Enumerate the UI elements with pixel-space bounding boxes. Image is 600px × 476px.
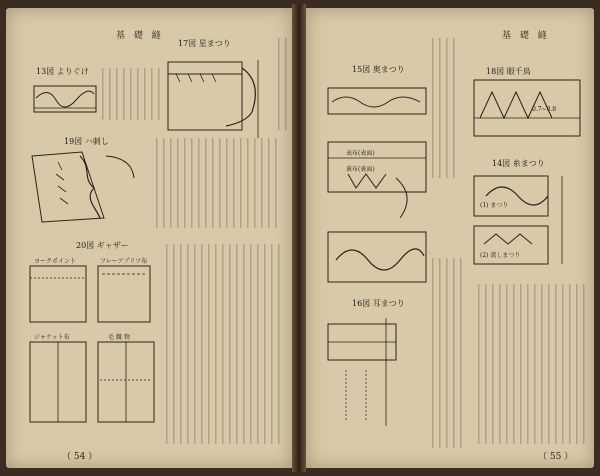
left-folio: （ 54 ） <box>62 452 98 462</box>
figure-hasashi <box>22 148 142 226</box>
label-mofu: 毛 織 物 <box>108 334 130 341</box>
body-text-block <box>278 38 290 130</box>
label-honmatsu: (1) まつり <box>480 202 509 209</box>
caption-fig15: 15図 奥まつり <box>352 65 405 74</box>
figure-mimimatsuri-b <box>326 310 430 430</box>
book-gutter <box>292 4 306 472</box>
body-text-block <box>432 38 460 178</box>
caption-fig13: 13図 よりぐけ <box>36 67 89 76</box>
right-running-head: 基 礎 縫 <box>502 31 550 41</box>
caption-fig14: 14図 糸まつり <box>492 159 545 168</box>
label-omote: 表布(表面) <box>346 150 375 157</box>
figure-mechidori <box>472 78 584 140</box>
right-page <box>306 8 594 468</box>
label-jacket: ジャケット布 <box>34 334 70 341</box>
body-text-block <box>478 284 588 444</box>
label-yoke: ヨークポイント <box>34 258 77 265</box>
label-tape: 0.7~0.8 <box>532 106 557 113</box>
label-kami: (2) 流しまつり <box>480 252 521 259</box>
figure-gather-b <box>28 340 158 426</box>
left-page <box>6 8 292 468</box>
figure-gather-a <box>28 264 154 328</box>
right-folio: （ 55 ） <box>538 452 574 462</box>
body-text-block <box>432 258 466 448</box>
figure-yorigake <box>32 78 98 118</box>
left-running-head: 基 礎 縫 <box>116 31 164 41</box>
label-ura: 裏布(裏面) <box>346 166 375 173</box>
caption-fig16: 16図 耳まつり <box>352 299 405 308</box>
body-text-block <box>166 244 282 444</box>
caption-fig20: 20図 ギャザー <box>76 241 129 250</box>
caption-fig19: 19図 ハ刺し <box>64 137 109 146</box>
label-flare: フレーアプリツ布 <box>100 258 148 265</box>
caption-fig17: 17図 星まつり <box>178 39 231 48</box>
figure-okumatsuri <box>326 78 430 226</box>
caption-fig18: 18図 眼千鳥 <box>486 67 531 76</box>
body-text-block <box>102 68 162 120</box>
body-text-block <box>156 138 280 228</box>
figure-hoshimatsuri <box>166 52 276 142</box>
figure-mimimatsuri-a <box>326 230 430 286</box>
